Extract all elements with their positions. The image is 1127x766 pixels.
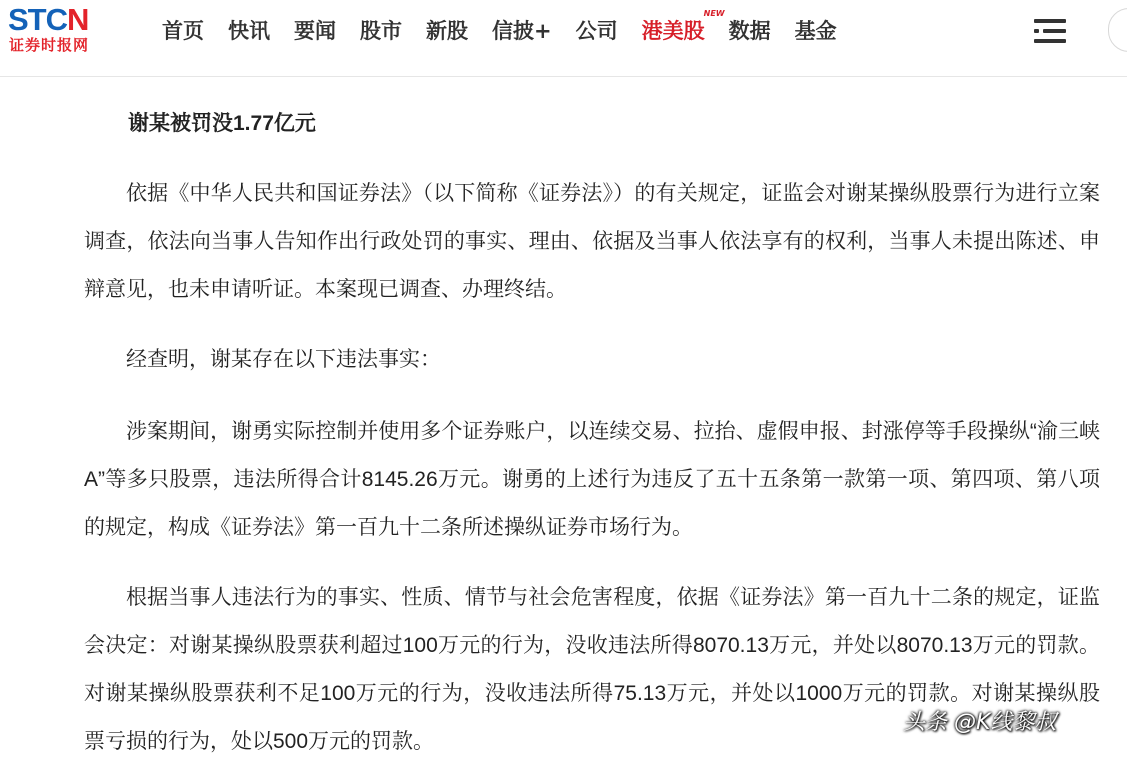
paragraph-penalty-decision: 根据当事人违法行为的事实、性质、情节与社会危害程度，依据《证券法》第一百九十二条的规定，证监会决定：对谢某操纵股票获利超过100万元的行为，没收违法所得8070.13万元，并处以8070.13万元的罚款。对谢某操纵股票获利不足100万元的行为，没收违法所得75.13万元，并处以1000万元的罚款。对谢某操纵股票亏损的行为，处以500万元的罚款。 — [84, 586, 1100, 753]
nav-item-ipo[interactable]: 新股 — [426, 19, 468, 43]
article-subheading: 谢某被罚没1.77亿元 — [128, 112, 316, 135]
nav-item-stocks[interactable]: 股市 — [360, 19, 402, 43]
search-box[interactable] — [1108, 8, 1127, 52]
nav-item-company[interactable]: 公司 — [575, 19, 618, 43]
new-badge: NEW — [703, 9, 725, 18]
logo-wordmark: STCN — [8, 2, 89, 37]
nav-item-hk-us-label: 港美股 — [641, 19, 705, 43]
nav-item-headlines[interactable]: 要闻 — [294, 19, 336, 43]
paragraph-violation-facts: 涉案期间，谢勇实际控制并使用多个证券账户，以连续交易、拉抬、虚假申报、封涨停等手段操纵“渝三峡A”等多只股票，违法所得合计8145.26万元。谢勇的上述行为违反了五十五条第一款第一项、第四项、第八项的规定，构成《证券法》第一百九十二条所述操纵证券市场行为。 — [84, 420, 1100, 539]
main-nav — [150, 0, 849, 60]
paragraph-findings-intro: 经查明，谢某存在以下违法事实： — [126, 348, 441, 371]
stcn-logo[interactable] — [8, 4, 108, 60]
logo-subtitle: 证券时报网 — [9, 36, 90, 54]
nav-item-flash[interactable]: 快讯 — [228, 19, 270, 43]
nav-item-funds[interactable]: 基金 — [794, 19, 837, 43]
paragraph-investigation: 依据《中华人民共和国证券法》（以下简称《证券法》）的有关规定，证监会对谢某操纵股票行为进行立案调查，依法向当事人告知作出行政处罚的事实、理由、依据及当事人依法享有的权利，当事人未提出陈述、申辩意见，也未申请听证。本案现已调查、办理终结。 — [84, 182, 1100, 301]
site-header — [0, 0, 1127, 77]
nav-item-disclosure[interactable]: 信披+ — [492, 19, 552, 43]
toutiao-watermark: 头条 @K线黎叔 — [903, 710, 1057, 735]
menu-icon[interactable] — [1034, 16, 1066, 46]
nav-item-home[interactable]: 首页 — [162, 19, 204, 43]
nav-item-data[interactable]: 数据 — [728, 19, 771, 43]
nav-item-hk-us-stocks[interactable] — [641, 9, 725, 45]
